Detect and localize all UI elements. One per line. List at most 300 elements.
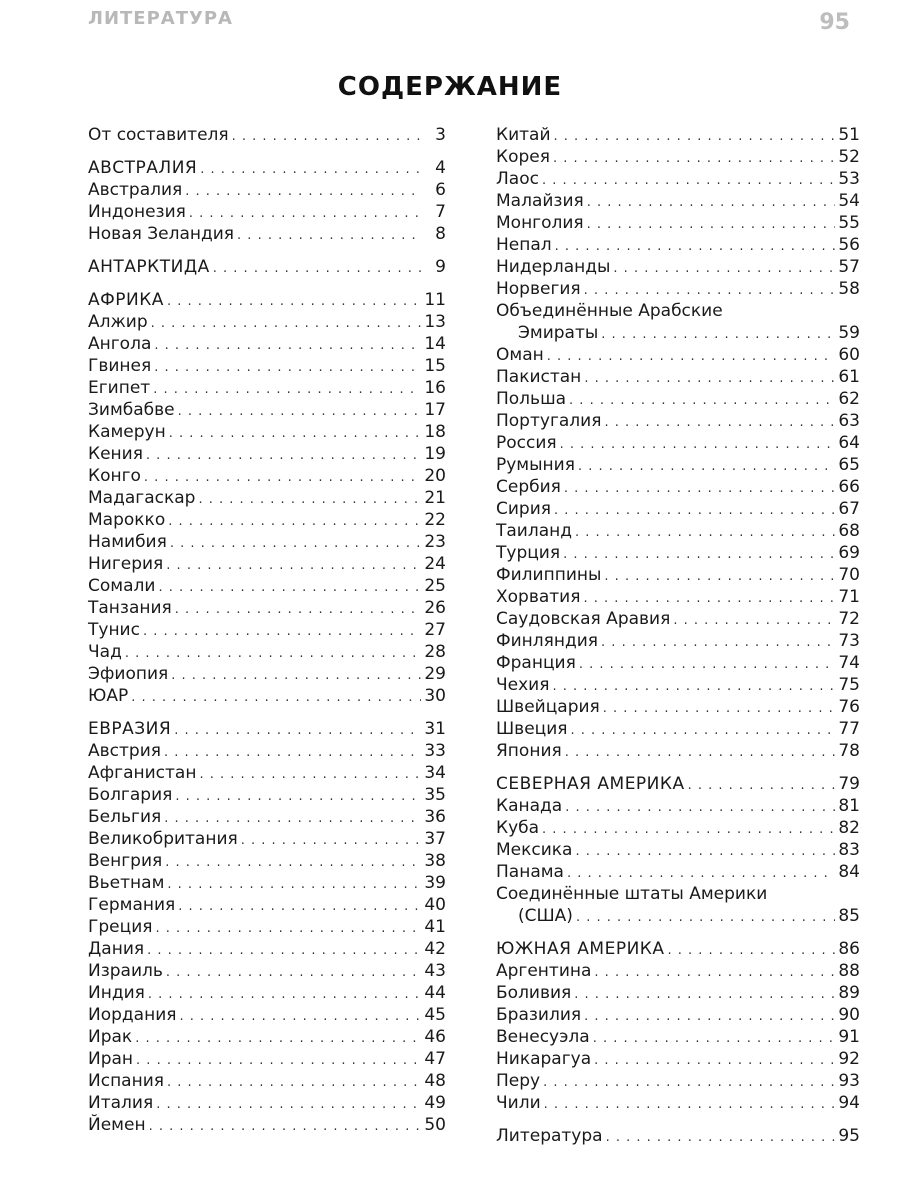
toc-entry-page: 74 xyxy=(838,653,860,673)
toc-entry-label: Кения xyxy=(88,444,143,464)
dot-leader xyxy=(200,159,421,181)
dot-leader xyxy=(153,379,421,401)
toc-entry-label: АФРИКА xyxy=(88,290,164,310)
toc-entry xyxy=(496,1125,860,1147)
toc-entry xyxy=(88,762,446,784)
toc-entry-label: Сомали xyxy=(88,576,156,596)
dot-leader xyxy=(554,500,835,522)
toc-entry-page: 66 xyxy=(838,477,860,497)
toc-entry-page: 89 xyxy=(838,983,860,1003)
toc-entry xyxy=(88,509,446,531)
toc-entry-label: Россия xyxy=(496,433,557,453)
toc-entry-page: 34 xyxy=(424,763,446,783)
toc-entry-page: 51 xyxy=(838,125,860,145)
toc-entry-label: ЕВРАЗИЯ xyxy=(88,719,172,739)
toc-entry-label: Китай xyxy=(496,125,551,145)
dot-leader xyxy=(167,1072,421,1094)
toc-entry xyxy=(88,938,446,960)
toc-entry-page: 6 xyxy=(435,180,446,200)
dot-leader xyxy=(154,335,421,357)
toc-entry-label: Новая Зеландия xyxy=(88,224,235,244)
toc-entry-page: 49 xyxy=(424,1093,446,1113)
toc-entry-label: АНТАРКТИДА xyxy=(88,257,210,277)
dot-leader xyxy=(131,687,421,709)
dot-leader xyxy=(604,566,835,588)
toc-entry-page: 83 xyxy=(838,840,860,860)
toc-entry-label: Литература xyxy=(496,1126,603,1146)
toc-entry-page: 68 xyxy=(838,521,860,541)
toc-entry-page: 65 xyxy=(838,455,860,475)
toc-entry xyxy=(496,322,860,344)
toc-entry-page: 61 xyxy=(838,367,860,387)
dot-leader xyxy=(584,368,835,390)
toc-entry-page: 15 xyxy=(424,356,446,376)
toc-entry-page: 73 xyxy=(838,631,860,651)
toc-entry-page: 64 xyxy=(838,433,860,453)
dot-leader xyxy=(165,852,421,874)
toc-entry-page: 4 xyxy=(435,158,446,178)
toc-entry xyxy=(88,553,446,575)
dot-leader xyxy=(579,654,835,676)
toc-entry-label: Таиланд xyxy=(496,521,573,541)
toc-entry-label: Саудовская Аравия xyxy=(496,609,671,629)
dot-leader xyxy=(583,588,835,610)
toc-entry-label: Пакистан xyxy=(496,367,582,387)
toc-entry-label: Марокко xyxy=(88,510,166,530)
dot-leader xyxy=(151,313,421,335)
toc-entry-label: Израиль xyxy=(88,961,163,981)
toc-entry-page: 82 xyxy=(838,818,860,838)
toc-entry-label: Ангола xyxy=(88,334,152,354)
toc-entry-page: 27 xyxy=(424,620,446,640)
toc-entry-page: 86 xyxy=(838,939,860,959)
toc-entry-page: 60 xyxy=(838,345,860,365)
toc-entry-label: Индонезия xyxy=(88,202,186,222)
toc-entry xyxy=(496,960,860,982)
toc-entry-label: Вьетнам xyxy=(88,873,165,893)
toc-entry-label: Оман xyxy=(496,345,544,365)
dot-leader xyxy=(587,192,835,214)
dot-leader xyxy=(594,962,835,984)
toc-entry-page: 79 xyxy=(838,774,860,794)
toc-entry xyxy=(496,300,860,322)
toc-entry xyxy=(496,1092,860,1114)
dot-leader xyxy=(148,984,421,1006)
toc-entry xyxy=(496,839,860,861)
toc-entry-page: 84 xyxy=(838,862,860,882)
toc-section-heading xyxy=(496,938,860,960)
toc-entry xyxy=(88,399,446,421)
toc-entry-page: 3 xyxy=(435,125,446,145)
toc-entry-label: Эфиопия xyxy=(88,664,169,684)
toc-entry-label: Индия xyxy=(88,983,145,1003)
toc-entry xyxy=(88,1026,446,1048)
toc-entry-label: Камерун xyxy=(88,422,166,442)
toc-entry-label: Польша xyxy=(496,389,567,409)
dot-leader xyxy=(154,357,421,379)
toc-entry-page: 88 xyxy=(838,961,860,981)
dot-leader xyxy=(594,1050,835,1072)
toc-entry-page: 57 xyxy=(838,257,860,277)
dot-leader xyxy=(603,698,835,720)
toc-entry-label: Хорватия xyxy=(496,587,581,607)
toc-entry-page: 62 xyxy=(838,389,860,409)
toc-entry-label: Венгрия xyxy=(88,851,163,871)
toc-entry xyxy=(88,982,446,1004)
toc-section-heading xyxy=(496,773,860,795)
toc-entry xyxy=(88,1004,446,1026)
toc-entry xyxy=(496,542,860,564)
toc-entry-label: Греция xyxy=(88,917,153,937)
dot-leader xyxy=(175,599,421,621)
toc-entry-page: 70 xyxy=(838,565,860,585)
toc-entry-label: Египет xyxy=(88,378,151,398)
toc-entry-page: 30 xyxy=(424,686,446,706)
toc-entry-label: Боливия xyxy=(496,983,572,1003)
toc-entry-page: 55 xyxy=(838,213,860,233)
dot-leader xyxy=(169,423,421,445)
toc-entry xyxy=(496,982,860,1004)
dot-leader xyxy=(164,808,421,830)
toc-left-column xyxy=(88,124,446,1136)
toc-entry-page: 52 xyxy=(838,147,860,167)
toc-entry-label: Мексика xyxy=(496,840,573,860)
toc-entry-label: Афганистан xyxy=(88,763,197,783)
toc-entry xyxy=(496,344,860,366)
toc-entry-page: 50 xyxy=(424,1115,446,1135)
dot-leader xyxy=(166,962,421,984)
dot-leader xyxy=(593,1028,835,1050)
toc-entry-label: Япония xyxy=(496,741,562,761)
toc-entry-page: 85 xyxy=(838,906,860,926)
toc-entry-page: 26 xyxy=(424,598,446,618)
toc-entry-page: 36 xyxy=(424,807,446,827)
toc-entry xyxy=(496,861,860,883)
toc-entry xyxy=(496,124,860,146)
toc-entry-page: 76 xyxy=(838,697,860,717)
dot-leader xyxy=(542,819,835,841)
toc-entry xyxy=(496,190,860,212)
toc-entry-page: 77 xyxy=(838,719,860,739)
dot-leader xyxy=(587,214,835,236)
dot-leader xyxy=(565,742,835,764)
toc-entry xyxy=(88,223,446,245)
toc-entry-label: Дания xyxy=(88,939,145,959)
toc-entry xyxy=(496,212,860,234)
toc-entry-page: 21 xyxy=(424,488,446,508)
toc-entry-label: Турция xyxy=(496,543,561,563)
toc-entry xyxy=(496,674,860,696)
toc-entry-page: 67 xyxy=(838,499,860,519)
toc-entry-page: 78 xyxy=(838,741,860,761)
toc-entry xyxy=(496,432,860,454)
toc-entry xyxy=(496,905,860,927)
dot-leader xyxy=(547,346,835,368)
toc-entry-page: 69 xyxy=(838,543,860,563)
toc-entry-page: 14 xyxy=(424,334,446,354)
toc-entry xyxy=(88,740,446,762)
toc-entry-label: Германия xyxy=(88,895,176,915)
toc-entry xyxy=(88,1092,446,1114)
dot-leader xyxy=(185,181,421,203)
toc-entry-label: Лаос xyxy=(496,169,539,189)
toc-entry-page: 28 xyxy=(424,642,446,662)
toc-entry xyxy=(496,564,860,586)
toc-entry-page: 54 xyxy=(838,191,860,211)
toc-entry-label: Эмираты xyxy=(518,323,599,343)
toc-entry-label: Конго xyxy=(88,466,141,486)
dot-leader xyxy=(584,280,835,302)
dot-leader xyxy=(167,291,421,313)
toc-entry-label: Австралия xyxy=(88,180,183,200)
toc-entry-page: 31 xyxy=(424,719,446,739)
toc-entry xyxy=(88,1048,446,1070)
toc-entry-page: 25 xyxy=(424,576,446,596)
dot-leader xyxy=(166,555,421,577)
dot-leader xyxy=(167,874,421,896)
toc-entry xyxy=(496,454,860,476)
dot-leader xyxy=(543,1072,835,1094)
toc-entry-page: 71 xyxy=(838,587,860,607)
toc-entry xyxy=(496,795,860,817)
toc-entry-label: Бразилия xyxy=(496,1005,582,1025)
dot-leader xyxy=(135,1028,421,1050)
toc-entry-label: Бельгия xyxy=(88,807,162,827)
toc-entry xyxy=(88,894,446,916)
dot-leader xyxy=(554,126,836,148)
toc-entry-page: 20 xyxy=(424,466,446,486)
toc-entry-page: 13 xyxy=(424,312,446,332)
dot-leader xyxy=(170,533,421,555)
dot-leader xyxy=(544,1094,835,1116)
toc-entry-label: Монголия xyxy=(496,213,584,233)
toc-entry-page: 35 xyxy=(424,785,446,805)
toc-entry-page: 95 xyxy=(838,1126,860,1146)
dot-leader xyxy=(144,467,421,489)
dot-leader xyxy=(668,940,836,962)
toc-entry-label: Норвегия xyxy=(496,279,581,299)
dot-leader xyxy=(156,1094,421,1116)
toc-entry-label: Алжир xyxy=(88,312,148,332)
toc-entry xyxy=(88,619,446,641)
dot-leader xyxy=(178,401,421,423)
toc-entry-label: Финляндия xyxy=(496,631,599,651)
toc-entry xyxy=(88,201,446,223)
toc-entry-label: Румыния xyxy=(496,455,575,475)
toc-entry-label: Перу xyxy=(496,1071,541,1091)
toc-entry-label: ЮАР xyxy=(88,686,129,706)
toc-entry-label: Швейцария xyxy=(496,697,600,717)
toc-entry-label: Ирак xyxy=(88,1027,133,1047)
dot-leader xyxy=(574,984,835,1006)
toc-entry-label: Чили xyxy=(496,1093,541,1113)
toc-entry xyxy=(496,498,860,520)
toc-entry-page: 93 xyxy=(838,1071,860,1091)
toc-entry xyxy=(88,124,446,146)
toc-entry xyxy=(88,872,446,894)
toc-entry-page: 17 xyxy=(424,400,446,420)
dot-leader xyxy=(158,577,421,599)
toc-entry-page: 38 xyxy=(424,851,446,871)
toc-entry xyxy=(496,718,860,740)
toc-entry-page: 42 xyxy=(424,939,446,959)
toc-entry-page: 7 xyxy=(435,202,446,222)
toc-entry-label: Великобритания xyxy=(88,829,238,849)
toc-entry xyxy=(88,1070,446,1092)
dot-leader xyxy=(147,940,421,962)
dot-leader xyxy=(143,621,421,643)
dot-leader xyxy=(555,236,835,258)
toc-entry-label: Объединённые Арабские xyxy=(496,301,723,321)
toc-entry-page: 47 xyxy=(424,1049,446,1069)
dot-leader xyxy=(564,478,835,500)
toc-entry-page: 58 xyxy=(838,279,860,299)
dot-leader xyxy=(601,324,835,346)
toc-entry xyxy=(88,663,446,685)
toc-entry-label: Соединённые штаты Америки xyxy=(496,884,768,904)
dot-leader xyxy=(565,797,835,819)
toc-section-heading xyxy=(88,718,446,740)
toc-entry-label: Сербия xyxy=(496,477,561,497)
toc-entry-label: Гвинея xyxy=(88,356,152,376)
toc-entry-page: 29 xyxy=(424,664,446,684)
toc-entry xyxy=(496,146,860,168)
toc-entry-label: Никарагуа xyxy=(496,1049,592,1069)
dot-leader xyxy=(178,896,421,918)
toc-entry-label: Йемен xyxy=(88,1115,146,1135)
toc-entry-label: Швеция xyxy=(496,719,568,739)
toc-entry-page: 91 xyxy=(838,1027,860,1047)
toc-entry-label: Аргентина xyxy=(496,961,592,981)
toc-entry-label: Малайзия xyxy=(496,191,584,211)
dot-leader xyxy=(584,1006,835,1028)
toc-entry-label: Франция xyxy=(496,653,576,673)
dot-leader xyxy=(542,170,835,192)
toc-entry-label: Сирия xyxy=(496,499,551,519)
toc-section-heading xyxy=(88,289,446,311)
toc-section-heading xyxy=(88,157,446,179)
running-head: ЛИТЕРАТУРА xyxy=(88,8,233,29)
toc-entry-label: ЮЖНАЯ АМЕРИКА xyxy=(496,939,665,959)
toc-entry xyxy=(496,388,860,410)
toc-entry xyxy=(496,234,860,256)
toc-entry-page: 75 xyxy=(838,675,860,695)
toc-entry-label: Иордания xyxy=(88,1005,177,1025)
dot-leader xyxy=(688,775,835,797)
toc-entry-page: 16 xyxy=(424,378,446,398)
dot-leader xyxy=(171,665,421,687)
dot-leader xyxy=(613,258,835,280)
toc-entry-label: Непал xyxy=(496,235,552,255)
toc-entry-page: 41 xyxy=(424,917,446,937)
toc-entry-label: Филиппины xyxy=(496,565,602,585)
toc-entry xyxy=(88,828,446,850)
toc-entry xyxy=(496,586,860,608)
toc-entry-page: 9 xyxy=(435,257,446,277)
dot-leader xyxy=(164,742,421,764)
dot-leader xyxy=(578,456,835,478)
toc-entry xyxy=(88,850,446,872)
toc-entry-label: Болгария xyxy=(88,785,173,805)
toc-entry-page: 43 xyxy=(424,961,446,981)
toc-entry-page: 46 xyxy=(424,1027,446,1047)
toc-entry-label: Португалия xyxy=(496,411,602,431)
dot-leader xyxy=(575,522,835,544)
toc-entry xyxy=(496,168,860,190)
dot-leader xyxy=(149,1116,421,1138)
toc-entry-page: 44 xyxy=(424,983,446,1003)
toc-entry-label: Панама xyxy=(496,862,564,882)
page-number: 95 xyxy=(819,10,850,35)
dot-leader xyxy=(571,720,835,742)
toc-entry xyxy=(88,465,446,487)
toc-entry xyxy=(496,608,860,630)
toc-entry-label: Корея xyxy=(496,147,550,167)
dot-leader xyxy=(575,841,835,863)
dot-leader xyxy=(213,258,421,280)
page-title: СОДЕРЖАНИЕ xyxy=(337,72,563,102)
toc-entry-page: 19 xyxy=(424,444,446,464)
toc-entry xyxy=(88,311,446,333)
toc-entry-page: 94 xyxy=(838,1093,860,1113)
toc-entry xyxy=(88,355,446,377)
toc-entry xyxy=(88,179,446,201)
toc-entry-label: Нидерланды xyxy=(496,257,611,277)
toc-entry xyxy=(88,575,446,597)
toc-entry-page: 11 xyxy=(424,290,446,310)
toc-entry-label: Мадагаскар xyxy=(88,488,196,508)
toc-entry xyxy=(496,520,860,542)
toc-entry xyxy=(496,410,860,432)
toc-entry-label: Испания xyxy=(88,1071,164,1091)
toc-entry-page: 37 xyxy=(424,829,446,849)
toc-entry-page: 18 xyxy=(424,422,446,442)
dot-leader xyxy=(168,511,421,533)
toc-entry-page: 72 xyxy=(838,609,860,629)
toc-entry-page: 53 xyxy=(838,169,860,189)
dot-leader xyxy=(125,643,421,665)
toc-entry xyxy=(88,641,446,663)
dot-leader xyxy=(199,764,421,786)
dot-leader xyxy=(567,863,835,885)
toc-entry-label: Зимбабве xyxy=(88,400,175,420)
toc-entry xyxy=(88,597,446,619)
toc-right-column xyxy=(496,124,860,1147)
toc-entry xyxy=(496,1048,860,1070)
dot-leader xyxy=(606,1127,835,1149)
toc-entry xyxy=(88,784,446,806)
toc-entry-page: 39 xyxy=(424,873,446,893)
dot-leader xyxy=(155,918,421,940)
dot-leader xyxy=(136,1050,421,1072)
toc-entry-label: АВСТРАЛИЯ xyxy=(88,158,198,178)
toc-section-heading xyxy=(88,256,446,278)
toc-entry-label: Чад xyxy=(88,642,122,662)
toc-entry-label: Нигерия xyxy=(88,554,164,574)
dot-leader xyxy=(241,830,421,852)
dot-leader xyxy=(175,786,421,808)
toc-entry-label: СЕВЕРНАЯ АМЕРИКА xyxy=(496,774,685,794)
toc-entry-label: Венесуэла xyxy=(496,1027,590,1047)
toc-entry-page: 8 xyxy=(435,224,446,244)
dot-leader xyxy=(174,720,421,742)
toc-entry xyxy=(496,366,860,388)
toc-entry-page: 59 xyxy=(838,323,860,343)
toc-entry-page: 45 xyxy=(424,1005,446,1025)
dot-leader xyxy=(189,203,421,225)
dot-leader xyxy=(569,390,835,412)
toc-entry xyxy=(496,1004,860,1026)
